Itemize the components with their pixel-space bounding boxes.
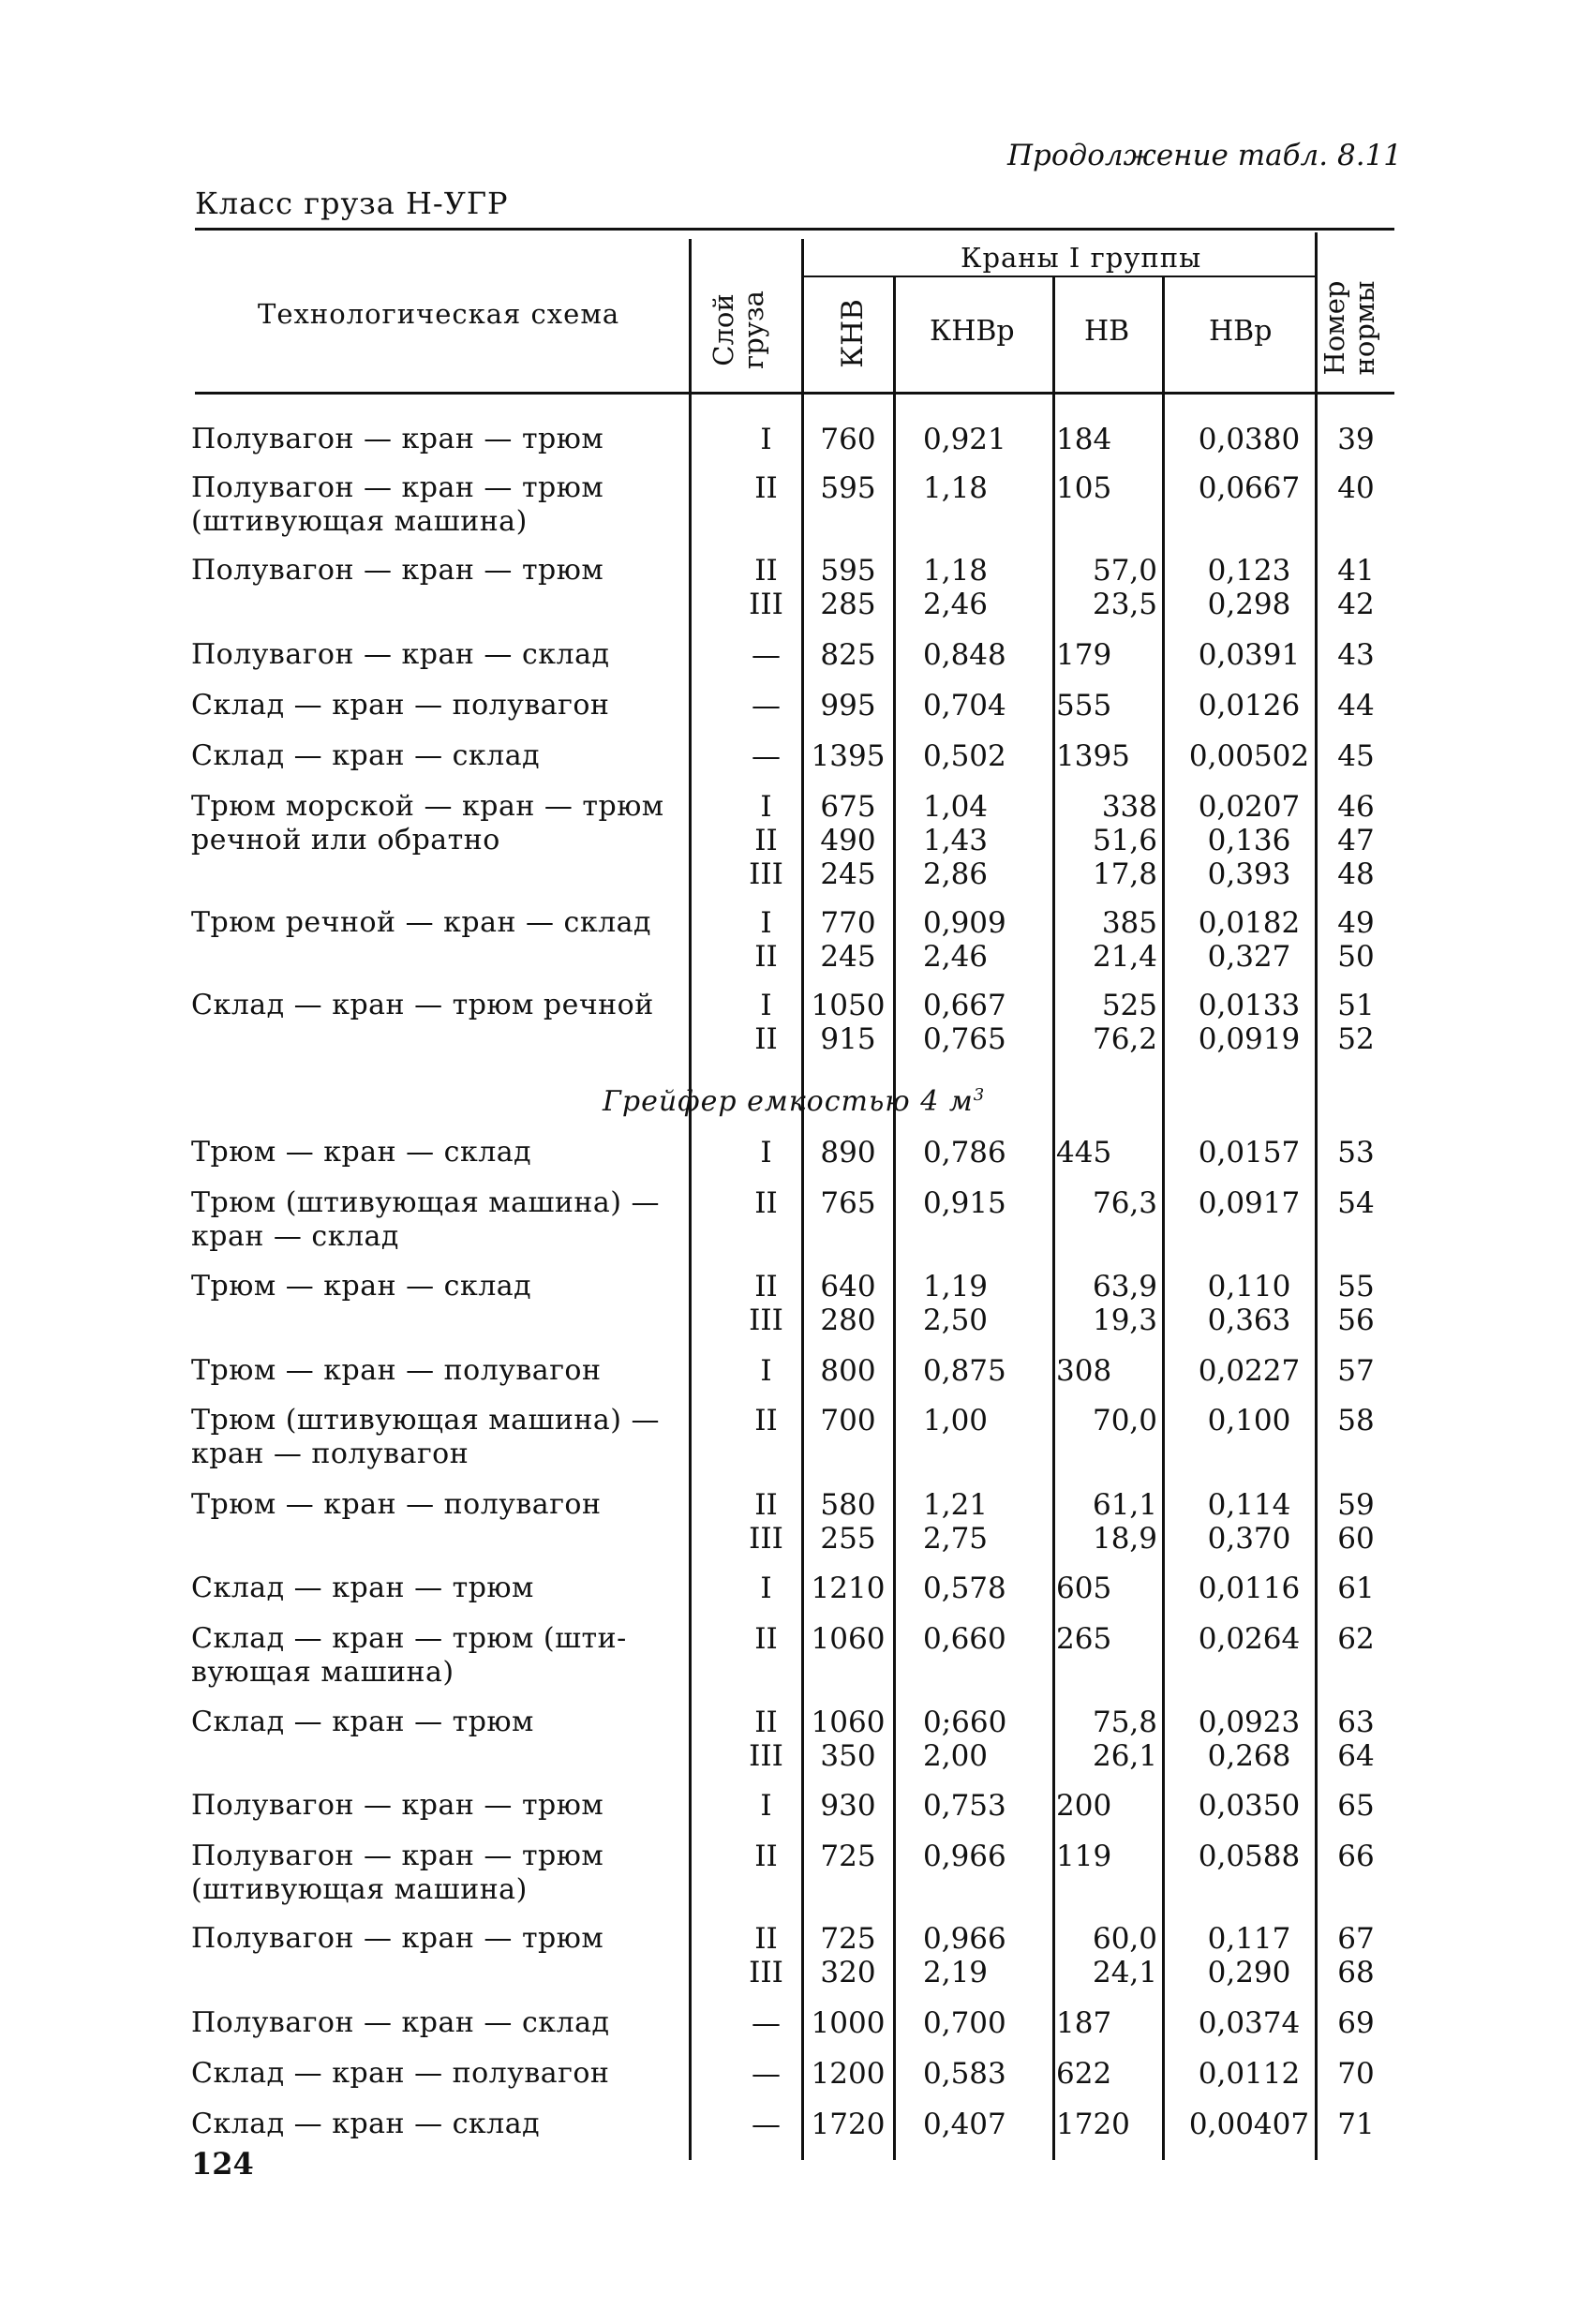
row-nv: 308 — [1056, 1354, 1112, 1388]
row-nv: 555 — [1056, 689, 1112, 723]
row-scheme: Трюм — кран — склад — [191, 1136, 532, 1169]
row-layer: II III — [749, 1706, 783, 1773]
row-layer: I II III — [749, 790, 783, 891]
header-cranes-group: Краны I группы — [961, 242, 1202, 274]
row-knv: 930 — [820, 1789, 876, 1823]
row-knv: 700 — [820, 1404, 876, 1438]
row-norm: 54 — [1337, 1186, 1375, 1220]
row-norm: 44 — [1337, 689, 1375, 723]
row-scheme: Полувагон — кран — трюм (штивующая машина) — [191, 1840, 604, 1906]
header-knvr: КНВр — [930, 315, 1015, 348]
row-knv: 995 — [820, 689, 876, 723]
row-knvr: 1,19 2,50 — [923, 1270, 989, 1337]
table-top-rule — [195, 228, 1394, 231]
row-layer: — — [752, 739, 781, 773]
row-layer: II III — [749, 1488, 783, 1556]
row-nv: 70,0 — [1092, 1404, 1157, 1438]
row-layer: I — [760, 423, 772, 456]
row-knv: 1210 — [811, 1572, 886, 1605]
row-norm: 71 — [1337, 2108, 1375, 2141]
row-scheme: Склад — кран — склад — [191, 2108, 541, 2140]
row-knvr: 0,909 2,46 — [923, 906, 1006, 974]
row-nv: 105 — [1056, 471, 1112, 505]
row-knvr: 0,407 — [923, 2108, 1006, 2141]
divider-nv — [1052, 277, 1055, 2160]
row-layer: — — [752, 689, 781, 723]
row-knvr: 0,753 — [923, 1789, 1006, 1823]
row-knv: 725 320 — [820, 1922, 876, 1989]
row-nvr: 0,0917 — [1198, 1186, 1301, 1220]
row-knvr: 0,578 — [923, 1572, 1006, 1605]
row-knv: 770 245 — [820, 906, 876, 974]
row-knvr: 0,667 0,765 — [923, 989, 1006, 1056]
row-scheme: Полувагон — кран — трюм — [191, 1789, 604, 1822]
header-nvr: НВр — [1209, 315, 1273, 348]
row-scheme: Трюм — кран — склад — [191, 1270, 532, 1303]
row-nv: 605 — [1056, 1572, 1112, 1605]
row-layer: I II — [754, 906, 778, 974]
row-scheme: Склад — кран — полувагон — [191, 2057, 610, 2090]
row-knv: 640 280 — [820, 1270, 876, 1337]
row-norm: 69 — [1337, 2006, 1375, 2040]
row-norm: 57 — [1337, 1354, 1375, 1388]
divider-norm — [1315, 232, 1318, 2160]
row-layer: II — [754, 471, 778, 505]
row-knvr: 0,921 — [923, 423, 1006, 456]
row-scheme: Полувагон — кран — склад — [191, 638, 610, 671]
row-norm: 49 50 — [1337, 906, 1375, 974]
row-nv: 1720 — [1056, 2108, 1130, 2141]
row-norm: 40 — [1337, 471, 1375, 505]
row-knvr: 1,21 2,75 — [923, 1488, 989, 1556]
divider-knvr — [893, 277, 896, 2160]
row-nv: 61,1 18,9 — [1092, 1488, 1157, 1556]
row-norm: 67 68 — [1337, 1922, 1375, 1989]
row-nv: 525 76,2 — [1092, 989, 1157, 1056]
row-layer: — — [752, 2006, 781, 2040]
header-layer: Слой груза — [708, 290, 769, 369]
row-nvr: 0,0126 — [1198, 689, 1301, 723]
row-knvr: 0,966 — [923, 1840, 1006, 1873]
row-layer: II III — [749, 554, 783, 621]
row-layer: I — [760, 1136, 772, 1169]
row-knv: 1200 — [811, 2057, 886, 2091]
row-nvr: 0,117 0,290 — [1207, 1922, 1291, 1989]
row-knv: 1395 — [811, 739, 886, 773]
row-norm: 62 — [1337, 1622, 1375, 1656]
row-nvr: 0,0207 0,136 0,393 — [1198, 790, 1301, 891]
row-scheme: Полувагон — кран — трюм — [191, 423, 604, 455]
row-knv: 1060 350 — [811, 1706, 886, 1773]
row-norm: 45 — [1337, 739, 1375, 773]
header-knv: КНВ — [836, 299, 870, 368]
row-knv: 675 490 245 — [820, 790, 876, 891]
row-knvr: 0,660 — [923, 1622, 1006, 1656]
row-knv: 595 285 — [820, 554, 876, 621]
row-knvr: 1,04 1,43 2,86 — [923, 790, 989, 891]
row-nvr: 0,0380 — [1198, 423, 1301, 456]
row-scheme: Трюм — кран — полувагон — [191, 1354, 602, 1387]
row-norm: 61 — [1337, 1572, 1375, 1605]
header-scheme: Технологическая схема — [258, 298, 620, 330]
cranes-group-rule — [801, 276, 1315, 277]
row-knvr: 0;660 2,00 — [923, 1706, 1007, 1773]
row-nv: 445 — [1056, 1136, 1112, 1169]
row-knv: 760 — [820, 423, 876, 456]
row-layer: I II — [754, 989, 778, 1056]
row-nvr: 0,110 0,363 — [1207, 1270, 1291, 1337]
row-nvr: 0,123 0,298 — [1207, 554, 1291, 621]
section-caption: Грейфер емкостью 4 $м^3$ — [603, 1085, 986, 1118]
row-nvr: 0,00502 — [1188, 739, 1310, 773]
row-knv: 595 — [820, 471, 876, 505]
row-nv: 200 — [1056, 1789, 1112, 1823]
row-nv: 179 — [1056, 638, 1112, 672]
row-nv: 60,0 24,1 — [1092, 1922, 1157, 1989]
row-nvr: 0,0667 — [1198, 471, 1301, 505]
row-knvr: 1,18 — [923, 471, 989, 505]
row-norm: 59 60 — [1337, 1488, 1375, 1556]
row-nv: 338 51,6 17,8 — [1092, 790, 1157, 891]
row-knvr: 0,966 2,19 — [923, 1922, 1006, 1989]
row-knv: 1050 915 — [811, 989, 886, 1056]
row-layer: — — [752, 2057, 781, 2091]
row-nv: 184 — [1056, 423, 1112, 456]
row-scheme: Трюм речной — кран — склад — [191, 906, 651, 939]
row-layer: — — [752, 2108, 781, 2141]
row-knvr: 0,583 — [923, 2057, 1006, 2091]
row-norm: 53 — [1337, 1136, 1375, 1169]
row-knv: 580 255 — [820, 1488, 876, 1556]
row-nv: 76,3 — [1092, 1186, 1157, 1220]
row-nv: 265 — [1056, 1622, 1112, 1656]
row-norm: 63 64 — [1337, 1706, 1375, 1773]
row-scheme: Трюм (штивующая машина) — кран — полувагон — [191, 1404, 661, 1470]
divider-nvr — [1162, 277, 1165, 2160]
row-knvr: 0,848 — [923, 638, 1006, 672]
row-knvr: 0,700 — [923, 2006, 1006, 2040]
row-scheme: Склад — кран — трюм — [191, 1572, 534, 1604]
row-layer: II — [754, 1404, 778, 1438]
row-norm: 65 — [1337, 1789, 1375, 1823]
row-nvr: 0,0391 — [1198, 638, 1301, 672]
row-knv: 800 — [820, 1354, 876, 1388]
row-norm: 58 — [1337, 1404, 1375, 1438]
row-layer: II — [754, 1840, 778, 1873]
row-nvr: 0,0133 0,0919 — [1198, 989, 1301, 1056]
row-knv: 890 — [820, 1136, 876, 1169]
row-nvr: 0,0588 — [1198, 1840, 1301, 1873]
row-nv: 119 — [1056, 1840, 1112, 1873]
row-layer: II III — [749, 1922, 783, 1989]
row-scheme: Склад — кран — полувагон — [191, 689, 610, 722]
row-nvr: 0,0157 — [1198, 1136, 1301, 1169]
row-scheme: Трюм (штивующая машина) — кран — склад — [191, 1186, 661, 1253]
row-knvr: 1,18 2,46 — [923, 554, 989, 621]
table-continuation-note: Продолжение табл. 8.11 — [1007, 139, 1403, 172]
row-norm: 39 — [1337, 423, 1375, 456]
row-layer: II — [754, 1622, 778, 1656]
row-nv: 385 21,4 — [1092, 906, 1157, 974]
row-knvr: 0,502 — [923, 739, 1006, 773]
row-knvr: 0,915 — [923, 1186, 1006, 1220]
row-scheme: Полувагон — кран — трюм — [191, 1922, 604, 1955]
row-norm: 55 56 — [1337, 1270, 1375, 1337]
row-layer: I — [760, 1354, 772, 1388]
row-knv: 725 — [820, 1840, 876, 1873]
row-nv: 622 — [1056, 2057, 1112, 2091]
row-nv: 75,8 26,1 — [1092, 1706, 1157, 1773]
row-scheme: Трюм морской — кран — трюм речной или обратно — [191, 790, 664, 857]
row-layer: — — [752, 638, 781, 672]
row-norm: 46 47 48 — [1337, 790, 1375, 891]
row-knv: 825 — [820, 638, 876, 672]
row-nvr: 0,114 0,370 — [1207, 1488, 1291, 1556]
row-knvr: 1,00 — [923, 1404, 989, 1438]
row-nvr: 0,100 — [1207, 1404, 1291, 1438]
row-nvr: 0,0112 — [1198, 2057, 1301, 2091]
header-norm: Номер нормы — [1318, 280, 1380, 376]
row-scheme: Склад — кран — склад — [191, 739, 541, 772]
row-knv: 765 — [820, 1186, 876, 1220]
row-nv: 187 — [1056, 2006, 1112, 2040]
row-norm: 66 — [1337, 1840, 1375, 1873]
row-knvr: 0,786 — [923, 1136, 1006, 1169]
row-scheme: Склад — кран — трюм речной — [191, 989, 654, 1021]
row-nv: 1395 — [1056, 739, 1130, 773]
row-scheme: Полувагон — кран — склад — [191, 2006, 610, 2039]
row-nvr: 0,0350 — [1198, 1789, 1301, 1823]
row-norm: 70 — [1337, 2057, 1375, 2091]
row-nvr: 0,00407 — [1188, 2108, 1310, 2141]
row-scheme: Полувагон — кран — трюм — [191, 554, 604, 587]
header-nv: НВ — [1084, 315, 1130, 348]
row-nvr: 0,0116 — [1198, 1572, 1301, 1605]
row-nvr: 0,0923 0,268 — [1198, 1706, 1301, 1773]
row-nvr: 0,0374 — [1198, 2006, 1301, 2040]
row-norm: 43 — [1337, 638, 1375, 672]
row-nvr: 0,0264 — [1198, 1622, 1301, 1656]
row-nvr: 0,0182 0,327 — [1198, 906, 1301, 974]
row-layer: II — [754, 1186, 778, 1220]
divider-layer — [689, 239, 692, 2160]
row-norm: 51 52 — [1337, 989, 1375, 1056]
row-layer: I — [760, 1789, 772, 1823]
row-knv: 1060 — [811, 1622, 886, 1656]
row-nvr: 0,0227 — [1198, 1354, 1301, 1388]
row-knvr: 0,704 — [923, 689, 1006, 723]
row-layer: II III — [749, 1270, 783, 1337]
row-scheme: Склад — кран — трюм — [191, 1706, 534, 1738]
row-scheme: Склад — кран — трюм (шти- вующая машина) — [191, 1622, 627, 1689]
row-nv: 63,9 19,3 — [1092, 1270, 1157, 1337]
header-bottom-rule — [195, 392, 1394, 395]
row-scheme: Полувагон — кран — трюм (штивующая машина) — [191, 471, 604, 538]
row-scheme: Трюм — кран — полувагон — [191, 1488, 602, 1521]
row-knvr: 0,875 — [923, 1354, 1006, 1388]
cargo-class-title: Класс груза Н-УГР — [195, 186, 509, 221]
row-knv: 1720 — [811, 2108, 886, 2141]
row-knv: 1000 — [811, 2006, 886, 2040]
page-number: 124 — [191, 2146, 254, 2182]
row-norm: 41 42 — [1337, 554, 1375, 621]
row-nv: 57,0 23,5 — [1092, 554, 1157, 621]
row-layer: I — [760, 1572, 772, 1605]
